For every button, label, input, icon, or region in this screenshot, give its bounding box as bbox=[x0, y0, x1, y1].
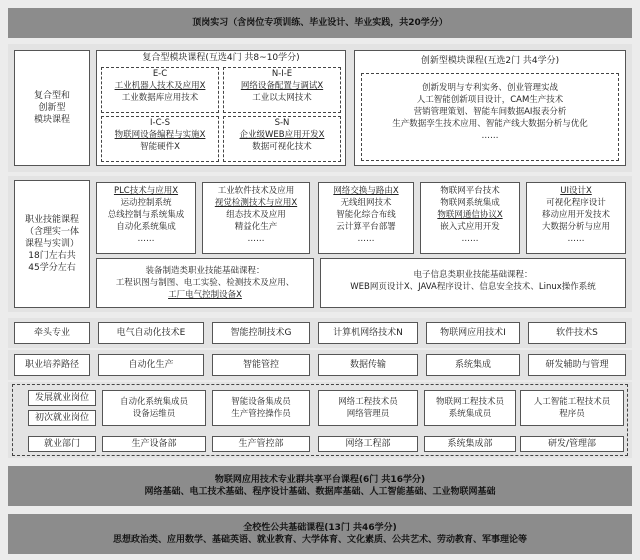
fuhe-line: 网络设备配置与调试X bbox=[240, 81, 324, 91]
major-item-text: 软件技术S bbox=[556, 328, 598, 338]
path-item bbox=[528, 354, 626, 376]
composite-side-line: 复合型和 bbox=[33, 91, 70, 101]
skill-line: 总线控制与系统集成 bbox=[107, 210, 185, 220]
job-position-line: 物联网工程技术员 bbox=[435, 397, 504, 407]
chuangxin-line: 创新发明与专利实务、创业管理实战 bbox=[421, 83, 558, 93]
fuhe-cell bbox=[223, 116, 341, 162]
skill-line: 大数据分析与应用 bbox=[541, 222, 610, 232]
public-courses-bar bbox=[8, 514, 632, 554]
top-internship-bar bbox=[8, 8, 632, 38]
electronic-base-line: 电子信息类职业技能基础课程： bbox=[413, 270, 533, 280]
major-item bbox=[212, 322, 310, 344]
skill-column-title: 工业软件技术及应用 bbox=[217, 186, 295, 196]
majors-label bbox=[14, 322, 90, 344]
skill-line: 物联网通信协议X bbox=[437, 210, 503, 220]
fuhe-cell bbox=[101, 67, 219, 113]
fuhe-line: 工业以太网技术 bbox=[252, 93, 312, 103]
chuangxin-title: 创新型模块课程(互选2门 共4学分) bbox=[420, 56, 560, 66]
path-item-text: 研发辅助与管理 bbox=[545, 360, 609, 370]
dept-item-text: 网络工程部 bbox=[345, 439, 391, 449]
paths-label bbox=[14, 354, 90, 376]
job-position-line: 设备运维员 bbox=[132, 409, 176, 419]
chuangxin-line: 人工智能创新项目设计，CAM生产技术 bbox=[416, 95, 564, 105]
electronic-base-line: WEB网页设计X、JAVA程序设计、信息安全技术、Linux操作系统 bbox=[350, 282, 596, 292]
fuhe-line: 数据可视化技术 bbox=[252, 142, 312, 152]
init-job-label-text: 初次就业岗位 bbox=[34, 413, 89, 423]
dev-job-label-text: 发展就业岗位 bbox=[34, 393, 89, 403]
dept-item bbox=[318, 436, 418, 452]
job-position-line: 网络工程技术员 bbox=[338, 397, 398, 407]
chuangxin-line: …… bbox=[481, 131, 499, 141]
vocational-side-line: 18门左右共 bbox=[28, 251, 76, 261]
skill-line: …… bbox=[247, 234, 265, 244]
skill-line: 自动化系统集成 bbox=[116, 222, 176, 232]
skill-line: …… bbox=[137, 234, 155, 244]
job-position-line: 系统集成员 bbox=[448, 409, 492, 419]
skill-line: 云计算平台部署 bbox=[336, 222, 396, 232]
vocational-side-line: （含理实一体 bbox=[24, 227, 79, 237]
fuhe-line: 物联网设备编程与实施X bbox=[114, 130, 206, 140]
fuhe-cell bbox=[223, 67, 341, 113]
dept-item bbox=[520, 436, 624, 452]
job-position-line: 网络管理员 bbox=[346, 409, 390, 419]
equipment-base-line: 工程识图与制图、电工实验、检测技术及应用、 bbox=[115, 278, 295, 288]
skill-line: 精益化生产 bbox=[234, 222, 278, 232]
skill-column bbox=[96, 182, 196, 254]
skill-line: 组态技术及应用 bbox=[226, 210, 286, 220]
public-courses: 思想政治类、应用数学、基础英语、就业教育、大学体育、文化素质、公共艺术、劳动教育、军事理论等 bbox=[112, 535, 527, 545]
job-position bbox=[212, 390, 310, 426]
fuhe-line: 企业级WEB应用开发X bbox=[239, 130, 325, 140]
paths-label-text: 职业培养路径 bbox=[24, 360, 79, 370]
composite-side-label bbox=[14, 50, 90, 166]
skill-line: 运动控制系统 bbox=[120, 198, 172, 208]
composite-side-line: 模块课程 bbox=[33, 115, 70, 125]
fuhe-code: I-C-S bbox=[150, 118, 170, 128]
init-job-label bbox=[28, 410, 96, 426]
chuangxin-module-box bbox=[354, 50, 626, 166]
fuhe-cell bbox=[101, 116, 219, 162]
skill-column-title: UI设计X bbox=[560, 186, 592, 196]
major-item-text: 智能控制技术G bbox=[230, 328, 292, 338]
skill-column-title: PLC技术与应用X bbox=[113, 186, 179, 196]
chuangxin-list bbox=[361, 73, 619, 161]
equipment-base-courses bbox=[96, 258, 314, 308]
path-item bbox=[318, 354, 418, 376]
major-item bbox=[318, 322, 418, 344]
dept-item bbox=[424, 436, 516, 452]
vocational-side-line: 职业技能课程 bbox=[24, 215, 79, 225]
path-item bbox=[426, 354, 520, 376]
majors-label-text: 牵头专业 bbox=[33, 328, 70, 338]
fuhe-title: 复合型模块课程(互选4门 共8~10学分) bbox=[142, 53, 300, 63]
skill-line: …… bbox=[567, 234, 585, 244]
job-position bbox=[424, 390, 516, 426]
fuhe-line: 工业机器人技术及应用X bbox=[114, 81, 206, 91]
major-item bbox=[98, 322, 204, 344]
fuhe-code: E-C bbox=[152, 69, 168, 79]
job-position-line: 自动化系统集成员 bbox=[119, 397, 188, 407]
skill-line: 移动应用开发技术 bbox=[541, 210, 610, 220]
path-item-text: 智能管控 bbox=[242, 360, 279, 370]
job-position-line: 智能设备集成员 bbox=[231, 397, 291, 407]
skill-line: …… bbox=[461, 234, 479, 244]
fuhe-line: 智能硬件X bbox=[140, 142, 180, 152]
job-position bbox=[102, 390, 206, 426]
skill-column bbox=[318, 182, 414, 254]
path-item-text: 数据传输 bbox=[349, 360, 386, 370]
chuangxin-line: 生产数据孪生技术应用、智能产线大数据分析与优化 bbox=[392, 119, 588, 129]
dept-label-text: 就业部门 bbox=[43, 439, 80, 449]
job-position bbox=[520, 390, 624, 426]
major-item-text: 电气自动化技术E bbox=[116, 328, 186, 338]
dept-item-text: 生产设备部 bbox=[131, 439, 177, 449]
major-item bbox=[528, 322, 626, 344]
platform-title: 物联网应用技术专业群共享平台课程(6门 共16学分) bbox=[214, 475, 426, 485]
skill-line: 物联网系统集成 bbox=[440, 198, 500, 208]
job-position-line: 生产管控操作员 bbox=[231, 409, 291, 419]
skill-line: 可视化程序设计 bbox=[546, 198, 606, 208]
vocational-side-line: 45学分左右 bbox=[28, 263, 76, 273]
skill-column bbox=[526, 182, 626, 254]
path-item-text: 系统集成 bbox=[454, 360, 491, 370]
dept-item-text: 生产管控部 bbox=[238, 439, 284, 449]
fuhe-code: N-I-E bbox=[271, 69, 293, 79]
skill-column bbox=[202, 182, 310, 254]
fuhe-code: S-N bbox=[274, 118, 290, 128]
equipment-base-line: 工厂电气控制设备X bbox=[168, 290, 242, 300]
path-item bbox=[98, 354, 204, 376]
fuhe-line: 工业数据库应用技术 bbox=[121, 93, 199, 103]
skill-column bbox=[420, 182, 520, 254]
public-title: 全校性公共基础课程(13门 共46学分) bbox=[243, 523, 397, 533]
dev-job-label bbox=[28, 390, 96, 406]
skill-line: 无线组网技术 bbox=[340, 198, 392, 208]
dept-item bbox=[102, 436, 206, 452]
skill-line: 嵌入式应用开发 bbox=[440, 222, 500, 232]
skill-column-title: 网络交换与路由X bbox=[333, 186, 399, 196]
platform-courses: 网络基础、电工技术基础、程序设计基础、数据库基础、人工智能基础、工业物联网基础 bbox=[144, 487, 496, 497]
skill-line: …… bbox=[357, 234, 375, 244]
top-internship-text: 顶岗实习（含岗位专项训练、毕业设计、毕业实践，共20学分） bbox=[192, 18, 448, 28]
vocational-side-line: 课程与实训） bbox=[24, 239, 79, 249]
platform-courses-bar bbox=[8, 466, 632, 506]
job-position-line: 人工智能工程技术员 bbox=[533, 397, 611, 407]
major-item-text: 计算机网络技术N bbox=[333, 328, 403, 338]
path-item-text: 自动化生产 bbox=[128, 360, 174, 370]
path-item bbox=[212, 354, 310, 376]
major-item-text: 物联网应用技术I bbox=[440, 328, 506, 338]
skill-line: 视觉检测技术与应用X bbox=[214, 198, 298, 208]
chuangxin-line: 营销管理策划、智能车间数据AI报表分析 bbox=[413, 107, 567, 117]
dept-item bbox=[212, 436, 310, 452]
dept-item-text: 研发/管理部 bbox=[547, 439, 597, 449]
job-position-line: 程序员 bbox=[559, 409, 585, 419]
composite-side-line: 创新型 bbox=[38, 103, 66, 113]
skill-line: 智能化综合布线 bbox=[336, 210, 396, 220]
vocational-side-label bbox=[14, 180, 90, 308]
skill-column-title: 物联网平台技术 bbox=[440, 186, 500, 196]
equipment-base-line: 装备制造类职业技能基础课程： bbox=[145, 266, 265, 276]
major-item bbox=[426, 322, 520, 344]
dept-item-text: 系统集成部 bbox=[447, 439, 493, 449]
electronic-base-courses bbox=[320, 258, 626, 308]
dept-label bbox=[28, 436, 96, 452]
fuhe-module-box bbox=[96, 50, 346, 166]
job-position bbox=[318, 390, 418, 426]
